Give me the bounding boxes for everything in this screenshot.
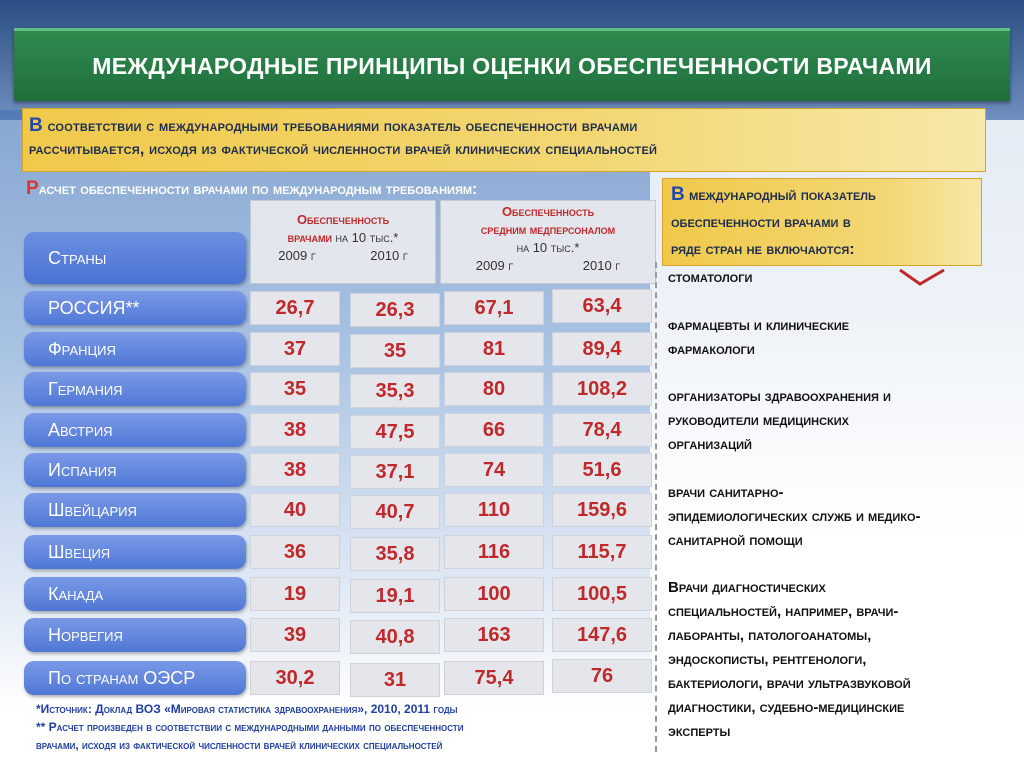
value-cell: 67,1 [444,291,544,325]
country-label: Швейцария [24,493,246,527]
excluded-item-line: Врачи диагностических [668,579,826,596]
page-title: МЕЖДУНАРОДНЫЕ ПРИНЦИПЫ ОЦЕНКИ ОБЕСПЕЧЕННОСТИ ВРАЧАМИ [92,52,932,79]
value-cell: 108,2 [552,372,652,406]
col-header-nurses-red: средним медперсоналом [480,222,616,237]
excluded-header [662,178,982,266]
excluded-item-sanitary [668,481,1018,553]
excluded-item-line: эксперты [668,723,731,740]
value-cell: 19,1 [350,579,440,613]
value-cell: 76 [552,659,652,693]
value-cell: 100,5 [552,577,652,611]
excluded-item-line: специальностей, например, врачи- [668,603,899,620]
intro-line-2: рассчитывается, исходя из фактической численности врачей клинических специальностей [29,141,658,158]
excluded-header-line3: ряде стран не включаются: [671,241,855,258]
excluded-item-line: эндоскописты, рентгенологи, [668,651,867,668]
excluded-item-diagnostic [668,576,1018,744]
value-cell: 159,6 [552,493,652,527]
col-header-nurses [440,200,656,284]
value-cell: 35 [350,334,440,368]
footnote-calc-1: ** Расчет произведен в соответствии с международными данными по обеспеченности [36,720,464,734]
value-cell: 37 [250,332,340,366]
value-cell: 80 [444,372,544,406]
value-cell: 39 [250,618,340,652]
excluded-item-line: руководители медицинских [668,412,850,429]
value-cell: 47,5 [350,415,440,449]
value-cell: 30,2 [250,661,340,695]
value-cell: 35,3 [350,374,440,408]
country-label: По странам ОЭСР [24,661,246,695]
value-cell: 75,4 [444,661,544,695]
intro-box [22,108,986,172]
country-label: РОССИЯ** [24,291,246,325]
value-cell: 78,4 [552,413,652,447]
intro-cap: В [29,115,43,136]
value-cell: 38 [250,413,340,447]
value-cell: 35 [250,372,340,406]
value-cell: 115,7 [552,535,652,569]
col-header-nurses-years [441,257,655,275]
value-cell: 40,7 [350,495,440,529]
footnote-calc-2: врачами, исходя из фактической численности врачей клинических специальностей [36,738,443,752]
country-label: Германия [24,372,246,406]
country-label: Испания [24,453,246,487]
value-cell: 19 [250,577,340,611]
calc-title-text: асчет обеспеченности врачами по международным требованиям: [38,181,478,198]
excluded-item-line: санитарной помощи [668,532,803,549]
excluded-item-dentists [668,266,1018,290]
country-label: Норвегия [24,618,246,652]
col-header-nurses-line1: Обеспеченность [501,204,595,219]
year-2010: 2010 г [582,258,621,273]
excluded-item-organizers [668,385,1018,457]
col-header-doctors-years [251,247,435,265]
value-cell: 110 [444,493,544,527]
country-label: Австрия [24,413,246,447]
excluded-header-line1-text: международный показатель [684,187,876,204]
value-cell: 40 [250,493,340,527]
country-label: Канада [24,577,246,611]
countries-header: Страны [24,232,246,284]
excluded-item-line: бактериологи, врачи ультразвуковой [668,675,911,692]
value-cell: 100 [444,577,544,611]
excluded-item-line: организаций [668,436,752,453]
col-header-nurses-line3: на 10 тыс.* [516,240,580,255]
year-2009: 2009 г [278,248,316,263]
intro-line-1-text: соответствии с международными требованиями показатель обеспеченности врачами [42,118,638,135]
excluded-item-line: организаторы здравоохранения и [668,388,891,405]
excluded-item-pharmacists [668,314,1018,362]
value-cell: 31 [350,663,440,697]
excluded-item-line: лаборанты, патологоанатомы, [668,627,872,644]
value-cell: 63,4 [552,289,652,323]
excluded-item-line: диагностики, судебно-медицинские [668,699,905,716]
intro-line-1 [29,115,637,137]
country-label: Франция [24,332,246,366]
col-header-doctors-line2 [251,229,435,247]
excluded-item-line: эпидемиологических служб и медико- [668,508,921,525]
value-cell: 89,4 [552,332,652,366]
value-cell: 38 [250,453,340,487]
value-cell: 116 [444,535,544,569]
col-header-doctors-line1: Обеспеченность [296,212,390,227]
value-cell: 37,1 [350,455,440,489]
country-label: Швеция [24,535,246,569]
value-cell: 81 [444,332,544,366]
col-header-doctors-red: врачами [287,230,332,245]
footnote-source: *Источник: Доклад ВОЗ «Мировая статистика здравоохранения», 2010, 2011 годы [36,702,458,716]
excluded-item-line: фармацевты и клинические [668,317,850,334]
value-cell: 66 [444,413,544,447]
excluded-item-line: врачи санитарно- [668,484,784,501]
title-bar [14,28,1010,101]
value-cell: 26,3 [350,293,440,327]
col-header-doctors-rest: на 10 тыс.* [331,230,399,245]
value-cell: 36 [250,535,340,569]
value-cell: 35,8 [350,537,440,571]
excluded-header-cap: В [671,184,685,205]
calc-title-cap: Р [26,178,39,199]
value-cell: 26,7 [250,291,340,325]
year-2009: 2009 г [475,258,514,273]
col-header-doctors [250,200,436,284]
excluded-header-line2: обеспеченности врачами в [671,214,851,231]
divider [655,262,657,752]
excluded-item-line: стоматологи [668,269,753,286]
calc-title [26,178,626,201]
excluded-header-line1 [671,181,973,209]
value-cell: 74 [444,453,544,487]
value-cell: 147,6 [552,618,652,652]
value-cell: 40,8 [350,620,440,654]
excluded-item-line: фармакологи [668,341,755,358]
value-cell: 51,6 [552,453,652,487]
value-cell: 163 [444,618,544,652]
year-2010: 2010 г [370,248,408,263]
